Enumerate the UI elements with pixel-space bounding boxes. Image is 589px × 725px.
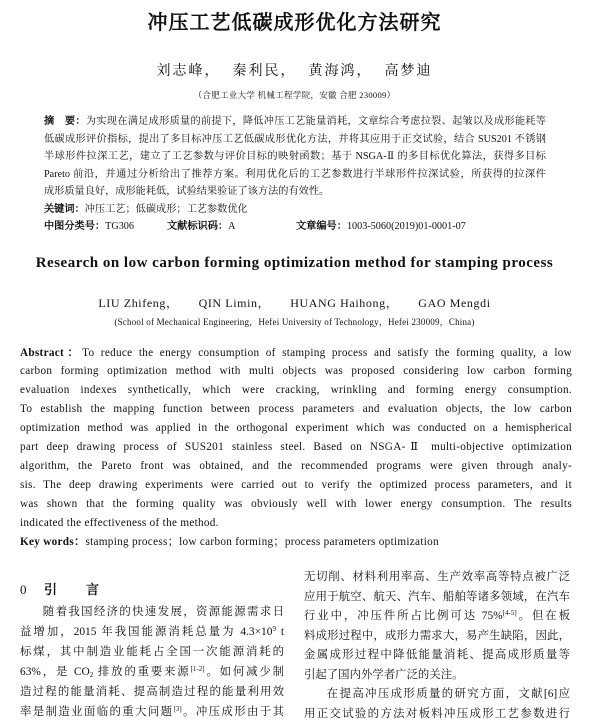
text-line — [20, 457, 572, 476]
author-name: LIU Zhifeng， — [98, 296, 179, 310]
keywords-text: stamping process；low carbon forming；process parameters optimization — [85, 535, 439, 548]
text-run: was shown that the forming quality was obviously well with lower energy consumption. The results — [20, 497, 572, 510]
text-run: 无切削、材料利用率高、生产效率高等特点被广泛 — [304, 571, 570, 583]
text-line — [304, 627, 570, 647]
clc-label: 中图分类号： — [44, 221, 106, 232]
text-line — [304, 666, 570, 686]
author-name: HUANG Haihong， — [290, 296, 399, 310]
affiliation-cn: （合肥工业大学 机械工程学院，安徽 合肥 230009） — [193, 90, 396, 100]
keywords-label: Key words： — [20, 535, 86, 548]
keywords-label: 关键词： — [44, 203, 85, 215]
keywords-text: 冲压工艺；低碳成形；工艺参数优化 — [84, 203, 248, 215]
text-run: 半球形件拉深工艺，建立了工艺参数与评价目标的映射函数；基于 NSGA-Ⅱ 的多目标优化算法，获得多目标 — [44, 151, 546, 162]
document-code-label: 文献标识码： — [167, 221, 229, 232]
text-line — [20, 362, 572, 381]
keywords-cn — [44, 201, 546, 219]
text-run: 。冲压成形由于其 — [181, 706, 284, 718]
text-line — [20, 682, 284, 702]
body-column-right — [304, 568, 570, 724]
text-run: To reduce the energy consumption of stamping process and satisfy the forming quality, a low — [82, 346, 572, 359]
text-line — [20, 438, 572, 457]
author-name: GAO Mengdi — [418, 296, 491, 310]
text-run: 为实现在满足成形质量的前提下，降低冲压工艺能量消耗，文章综合考虑拉裂、起皱以及成形能耗等 — [85, 116, 546, 127]
text-line — [20, 622, 284, 642]
text-run: 标煤，其中制造业能耗占全国一次能源消耗的 — [20, 646, 284, 658]
superscript: [4-5] — [502, 609, 517, 618]
text-run: algorithm, the Pareto front was obtained, and the recommended programs were given through analy- — [20, 459, 572, 472]
text-line — [20, 419, 572, 438]
text-run: t — [275, 626, 285, 638]
superscript: 9 — [272, 625, 276, 634]
author-name: 秦利民， — [232, 64, 297, 79]
text-line — [20, 476, 572, 495]
text-run: sis. The deep drawing experiments were carried out to verify the optimized process parameters, and it — [20, 478, 572, 491]
text-line — [304, 646, 570, 666]
text-run: 在提高冲压成形质量的研究方面，文献[6]应 — [326, 688, 570, 700]
text-run: 随着我国经济的快速发展，资源能源需求日 — [42, 606, 284, 618]
text-line — [20, 702, 284, 722]
text-line — [20, 344, 572, 363]
text-line — [20, 381, 572, 400]
text-run: 金属成形过程中降低能量消耗、提高成形质量等 — [304, 649, 570, 661]
paper-title-cn: 冲压工艺低碳成形优化方法研究 — [147, 12, 442, 34]
keywords-en — [20, 533, 572, 552]
text-run: 造过程的能量消耗、提高制造过程的能量利用效 — [20, 686, 284, 698]
superscript: [3] — [173, 705, 182, 714]
text-line — [44, 131, 546, 149]
author-name: QIN Limin， — [198, 296, 271, 310]
text-run: 用正交试验的方法对板料冲压成形工艺参数进行 — [304, 707, 570, 720]
subscript: 2 — [89, 670, 94, 679]
body-column-left — [20, 602, 284, 722]
text-run: Pareto 前沿，并通过分析给出了推荐方案。利用优化后的工艺参数进行半球形件拉深试验，所获得的拉深件 — [44, 168, 546, 180]
article-number-label: 文章编号： — [296, 221, 347, 232]
text-line — [304, 588, 570, 608]
author-list-en — [0, 295, 589, 311]
text-line — [20, 602, 284, 622]
text-line — [20, 514, 572, 533]
text-run: 63%，是 CO — [20, 666, 90, 678]
text-run: 排放的重要来源 — [93, 666, 191, 678]
text-line — [20, 400, 572, 419]
section-heading — [20, 581, 284, 599]
article-number — [296, 218, 466, 236]
text-run: 低碳成形评价指标，提出了多目标冲压工艺低碳成形优化方法，并将其应用于正交试验，结合 SUS201 不锈钢 — [44, 133, 546, 145]
document-code — [167, 218, 235, 236]
text-line — [44, 166, 546, 184]
section-title: 引 言 — [44, 582, 108, 597]
text-run: carbon forming optimization method with multi objects was proposed considering low carbon forming — [20, 365, 572, 378]
section-number: 0 — [20, 582, 27, 597]
text-run: 行业中，冲压件所占比例可达 75% — [304, 610, 503, 622]
text-run: optimization method was applied in the orthogonal experiment which was conducted on a hemispherical — [20, 422, 572, 435]
document-code-value: A — [228, 221, 236, 232]
text-run: 成形质量良好，成形能耗低，试验结果验证了该方法的有效性。 — [44, 186, 330, 197]
text-run: To establish the mapping function between process parameters and evaluation objects, the low carbon — [20, 403, 572, 416]
article-number-value: 1003-5060(2019)01-0001-07 — [346, 221, 466, 232]
superscript: [1-2] — [190, 665, 205, 674]
text-run: indicated the effectiveness of the method. — [20, 516, 219, 529]
text-run: 益增加，2015 年我国能源消耗总量为 4.3×10 — [20, 626, 273, 638]
heading-label: Abstract： — [20, 346, 83, 359]
clc-number — [44, 218, 134, 236]
classification-line — [44, 218, 546, 236]
text-line — [44, 113, 546, 131]
text-line — [304, 685, 570, 705]
author-name: 黄海鸿， — [308, 64, 373, 79]
heading-label: 摘 要： — [44, 116, 86, 127]
text-line — [20, 662, 284, 682]
text-run: 。但在板 — [516, 610, 570, 622]
text-run: 引起了国内外学者广泛的关注。 — [304, 668, 464, 681]
text-line — [304, 568, 570, 588]
text-run: part deep drawing process of SUS201 stainless steel. Based on NSGA-Ⅱ multi-objective optimization — [20, 440, 572, 453]
text-line — [44, 148, 546, 166]
text-run: 率是制造业面临的重大问题 — [20, 706, 174, 718]
clc-value: TG306 — [105, 221, 134, 232]
text-run: evaluation indexes synthetically, which were cracking, wrinkling and forming energy consumption. — [20, 384, 572, 397]
text-line — [304, 607, 570, 627]
affiliation-en: (School of Mechanical Engineering，Hefei University of Technology，Hefei 230009，China) — [114, 317, 475, 327]
text-run: 应用于航空、航天、汽车、船舶等诸多领域，在汽车 — [304, 590, 570, 603]
text-line — [44, 183, 546, 201]
text-line — [20, 642, 284, 662]
abstract-cn — [44, 113, 546, 201]
abstract-en — [20, 344, 572, 533]
author-name: 高梦迪 — [384, 64, 433, 79]
text-run: 料成形过程中，成形力需求大，易产生缺陷，因此， — [304, 629, 570, 642]
author-list-cn — [0, 62, 589, 82]
text-line — [20, 495, 572, 514]
author-name: 刘志峰， — [156, 64, 221, 79]
text-line — [304, 705, 570, 725]
text-run: 。如何减少制 — [204, 666, 284, 678]
paper-title-en: Research on low carbon forming optimization method for stamping process — [35, 255, 554, 271]
